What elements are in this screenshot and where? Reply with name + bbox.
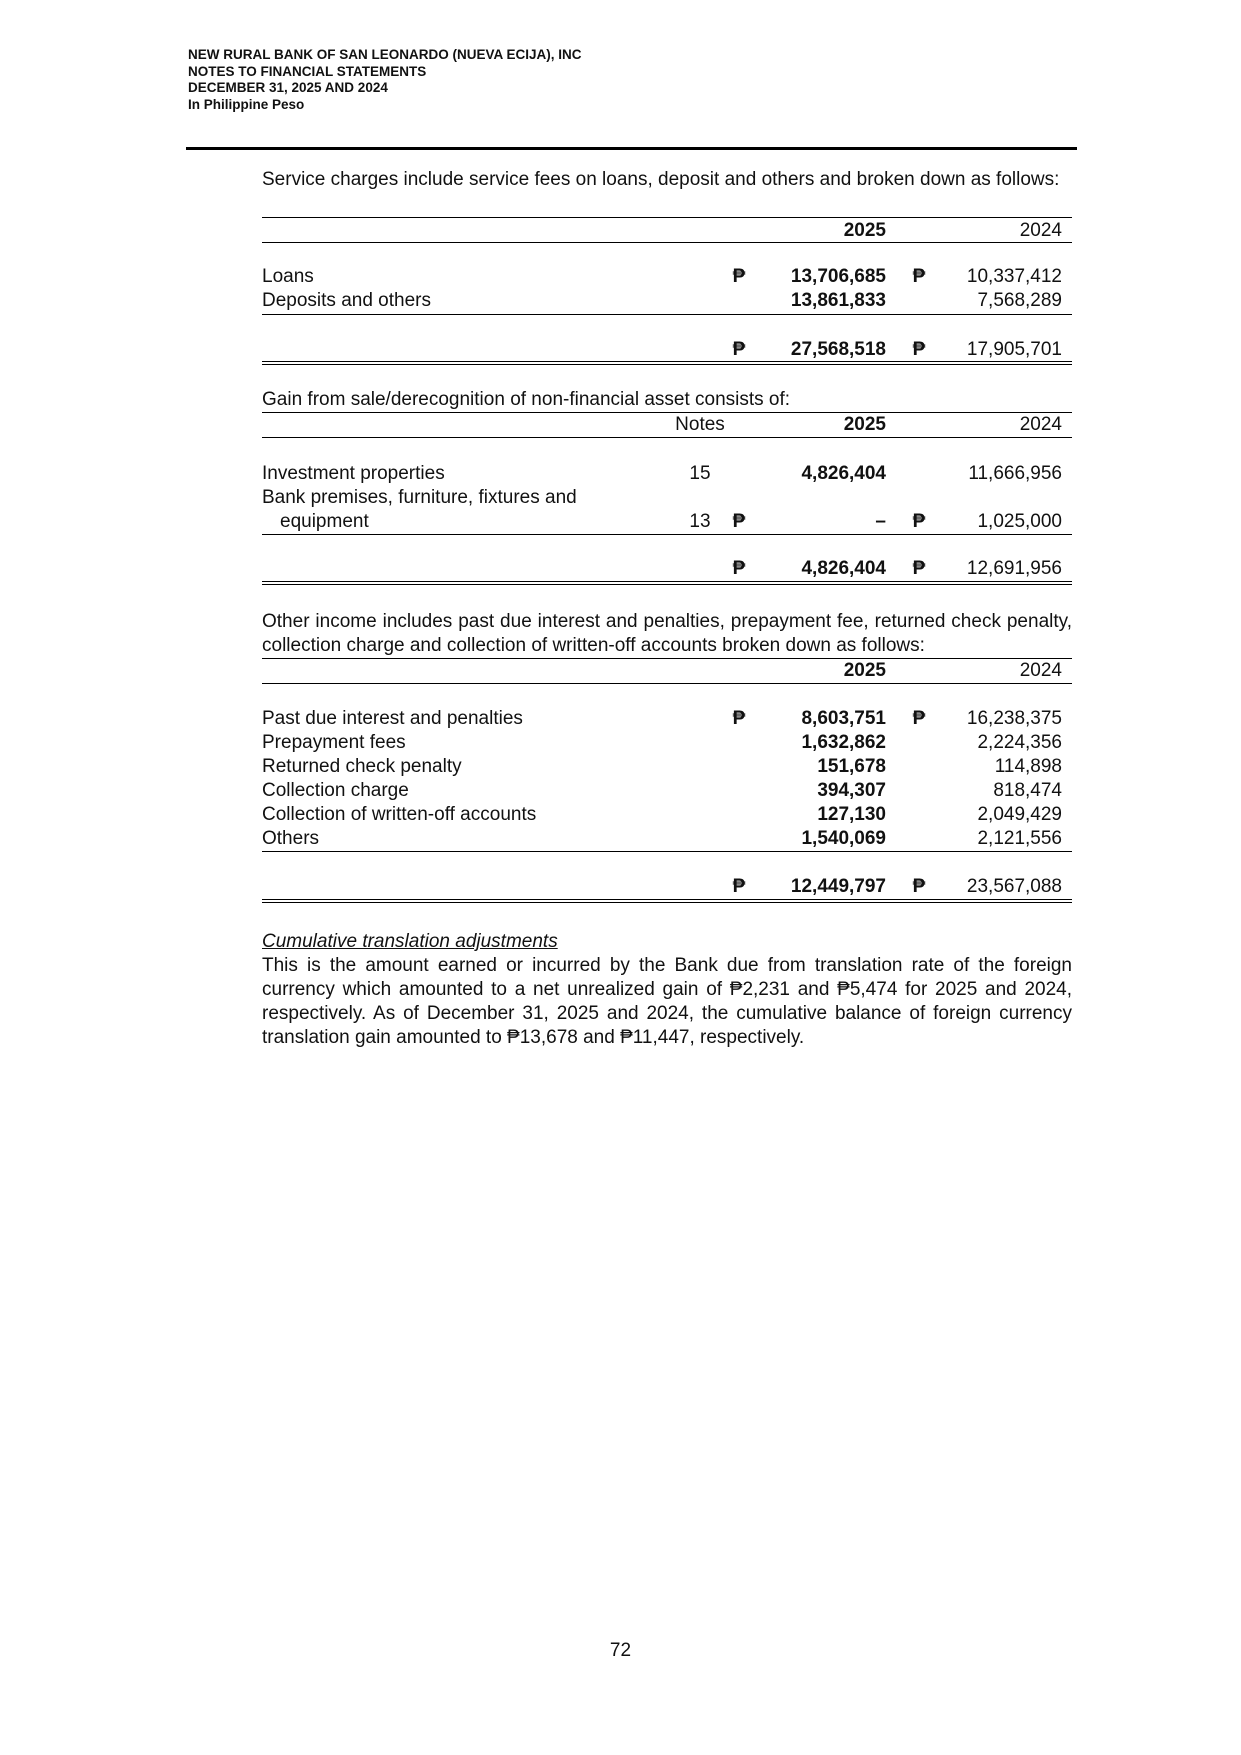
table-header-row [262, 659, 1072, 683]
table-rule [262, 242, 1072, 243]
value-2024: 2,224,356 [977, 732, 1062, 753]
other-income-rows [262, 707, 1072, 851]
table-header-row [262, 219, 1072, 243]
total-2024: 23,567,088 [966, 876, 1062, 897]
row-label: Prepayment fees [262, 732, 406, 753]
column-header-2025: 2025 [843, 414, 886, 435]
total-2025: 12,449,797 [790, 876, 886, 897]
peso-sign: ₱ [732, 708, 746, 729]
total-double-rule [262, 899, 1072, 903]
table-rule [262, 437, 1072, 438]
peso-sign: ₱ [912, 266, 926, 287]
table-row [262, 779, 1072, 803]
document-header [188, 47, 582, 113]
total-2025: 27,568,518 [790, 339, 886, 360]
total-double-rule [262, 361, 1072, 365]
gain-sale-table [262, 413, 1072, 437]
total-row [262, 338, 1072, 362]
peso-sign: ₱ [732, 558, 746, 579]
table-row [262, 462, 1072, 486]
value-2024: 10,337,412 [966, 266, 1062, 287]
row-label: Past due interest and penalties [262, 708, 523, 729]
peso-sign: ₱ [732, 339, 746, 360]
total-row [262, 557, 1072, 581]
column-header-2025: 2025 [843, 220, 886, 241]
value-2024: 1,025,000 [977, 511, 1062, 532]
value-2024: 114,898 [994, 756, 1062, 777]
row-label: Others [262, 828, 320, 849]
column-header-2024: 2024 [1019, 414, 1062, 435]
total-row [262, 875, 1072, 899]
total-2025: 4,826,404 [801, 558, 886, 579]
header-divider [186, 147, 1077, 150]
bank-name: NEW RURAL BANK OF SAN LEONARDO (NUEVA ECIJA), INC [188, 47, 582, 62]
value-2024: 2,121,556 [977, 828, 1062, 849]
row-label: Collection of written-off accounts [262, 804, 537, 825]
column-header-2024: 2024 [1019, 660, 1062, 681]
cta-heading: Cumulative translation adjustments [262, 931, 558, 952]
value-2025: 13,706,685 [790, 266, 886, 287]
other-income-table [262, 659, 1072, 683]
table-row [262, 707, 1072, 731]
row-label-continued: equipment [280, 511, 369, 532]
currency-note: In Philippine Peso [188, 96, 305, 112]
value-2025: 4,826,404 [801, 463, 886, 484]
cta-body: This is the amount earned or incurred by the Bank due from translation rate of the foreign currency which amounted to a net unrealized gain of ₱2,231 and ₱5,474 for 2025 and 2024, respectively. As of December 31, 2025 and 2024, the cumulative balance of foreign currency translation gain amounted to ₱13,678 and ₱11,447, respectively. [262, 955, 1072, 1048]
subtotal-rule [262, 534, 1072, 535]
total-double-rule [262, 581, 1072, 585]
page-number: 72 [609, 1640, 632, 1661]
statement-dates: DECEMBER 31, 2025 AND 2024 [188, 80, 388, 95]
value-2025: 394,307 [817, 780, 886, 801]
value-2025: 8,603,751 [801, 708, 886, 729]
row-label: Deposits and others [262, 290, 431, 311]
value-2025: – [875, 511, 886, 532]
value-2024: 11,666,956 [968, 463, 1062, 484]
peso-sign: ₱ [912, 339, 926, 360]
table-row [262, 289, 1072, 313]
note-reference: 15 [689, 463, 711, 484]
row-label: Investment properties [262, 463, 445, 484]
peso-sign: ₱ [732, 266, 746, 287]
other-income-total [262, 875, 1072, 899]
row-label: Bank premises, furniture, fixtures and [262, 487, 577, 508]
peso-sign: ₱ [732, 876, 746, 897]
total-2024: 17,905,701 [966, 339, 1062, 360]
subtotal-rule [262, 851, 1072, 852]
column-header-notes: Notes [675, 414, 725, 435]
table-row [262, 755, 1072, 779]
row-label: Returned check penalty [262, 756, 462, 777]
column-header-2024: 2024 [1019, 220, 1062, 241]
service-charges-total [262, 338, 1072, 362]
service-charges-intro: Service charges include service fees on loans, deposit and others and broken down as follows: [262, 169, 1060, 190]
statement-title: NOTES TO FINANCIAL STATEMENTS [188, 63, 427, 79]
peso-sign: ₱ [912, 558, 926, 579]
other-income-intro: Other income includes past due interest and penalties, prepayment fee, returned check penalty, collection charge and collection of written-off accounts broken down as follows: [262, 611, 1072, 656]
row-label: Collection charge [262, 780, 409, 801]
service-charges-rows [262, 265, 1072, 313]
row-label: Loans [262, 266, 314, 287]
subtotal-rule [262, 314, 1072, 315]
value-2025: 1,540,069 [801, 828, 886, 849]
value-2025: 151,678 [817, 756, 886, 777]
peso-sign: ₱ [912, 876, 926, 897]
gain-sale-rows [262, 462, 1072, 534]
table-row [262, 803, 1072, 827]
value-2025: 13,861,833 [790, 290, 886, 311]
table-header-row [262, 413, 1072, 437]
peso-sign: ₱ [912, 511, 926, 532]
value-2024: 16,238,375 [966, 708, 1062, 729]
peso-sign: ₱ [732, 511, 746, 532]
service-charges-table [262, 219, 1072, 243]
value-2024: 7,568,289 [977, 290, 1062, 311]
total-2024: 12,691,956 [966, 558, 1062, 579]
table-row [262, 265, 1072, 289]
table-row [262, 731, 1072, 755]
column-header-2025: 2025 [843, 660, 886, 681]
gain-sale-intro: Gain from sale/derecognition of non-financial asset consists of: [262, 389, 791, 410]
value-2024: 2,049,429 [977, 804, 1062, 825]
value-2025: 1,632,862 [801, 732, 886, 753]
table-rule [262, 683, 1072, 684]
table-row [262, 486, 1072, 510]
value-2024: 818,474 [993, 780, 1062, 801]
peso-sign: ₱ [912, 708, 926, 729]
table-row [262, 510, 1072, 534]
table-rule [262, 217, 1072, 218]
table-row [262, 827, 1072, 851]
value-2025: 127,130 [817, 804, 886, 825]
gain-sale-total [262, 557, 1072, 581]
note-reference: 13 [689, 511, 711, 532]
